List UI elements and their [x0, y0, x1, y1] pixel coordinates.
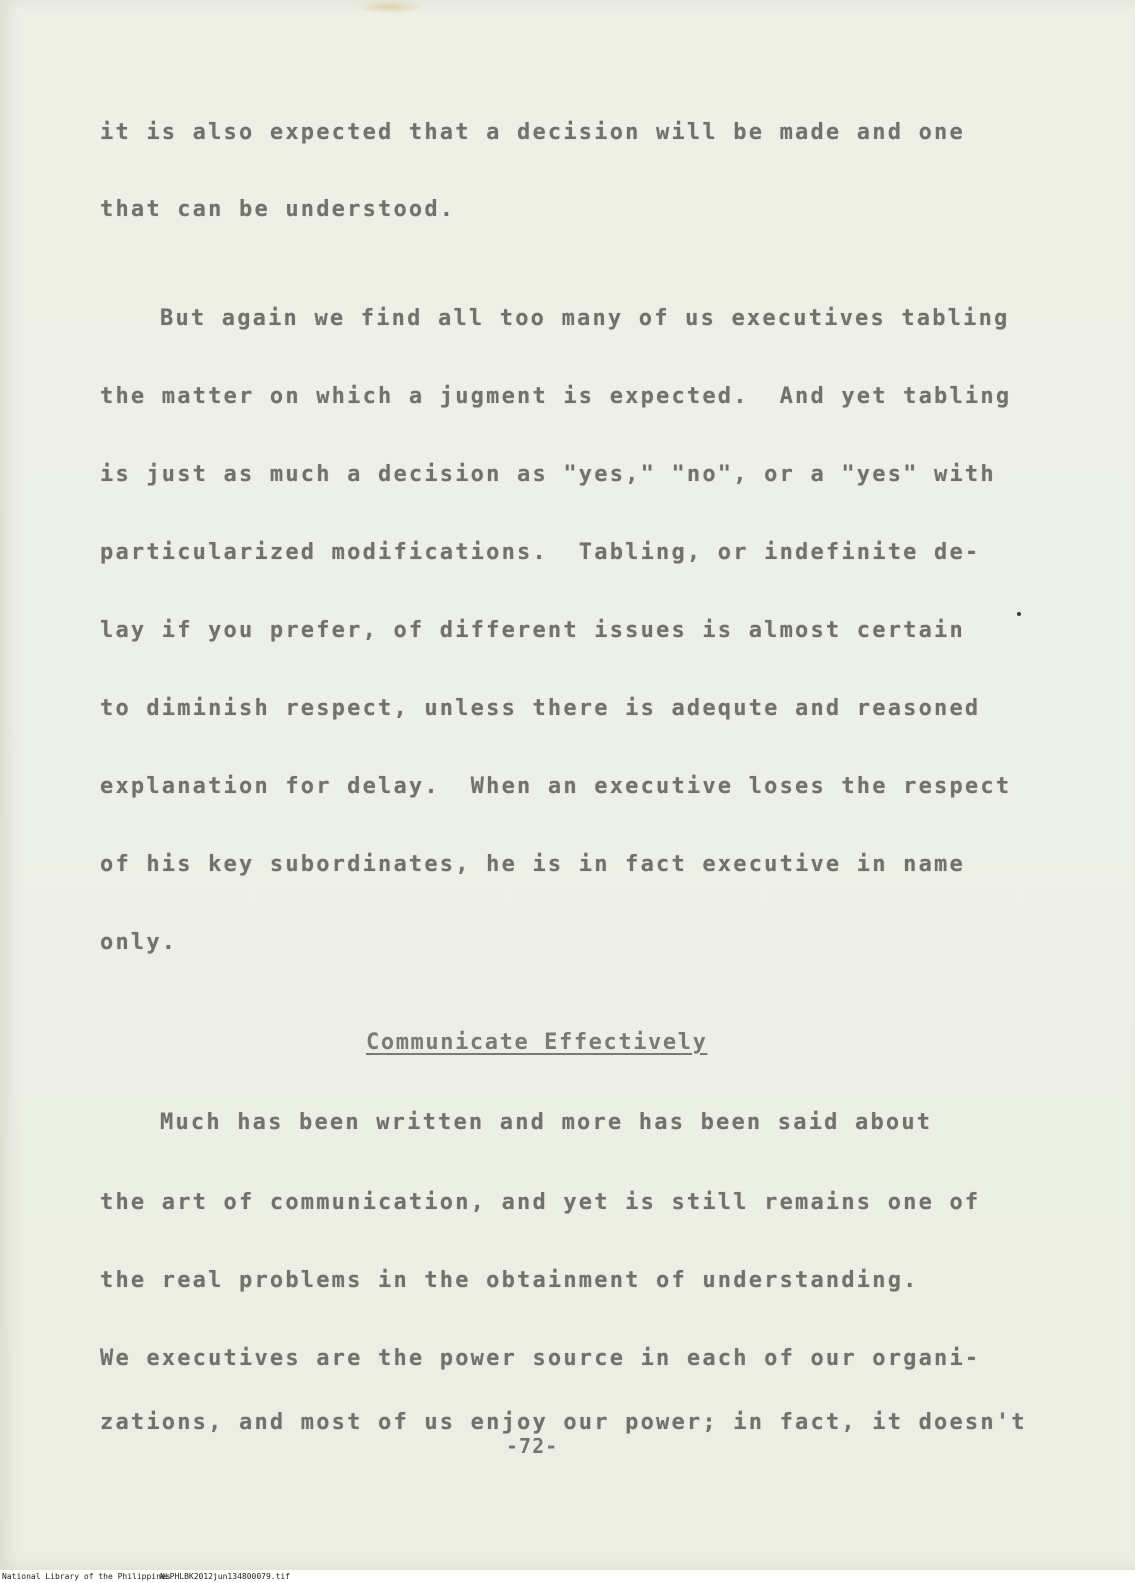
paper-stain: [355, 0, 425, 14]
text-line: particularized modifications. Tabling, or indefinite de-: [100, 540, 981, 565]
section-heading: Communicate Effectively: [366, 1030, 708, 1055]
text-line: explanation for delay. When an executive loses the respect: [100, 774, 1012, 799]
text-line: only.: [100, 930, 178, 955]
text-line: the matter on which a jugment is expected. And yet tabling: [100, 384, 1012, 409]
footer-library-name: National Library of the Philippines: [2, 1572, 171, 1581]
text-line: lay if you prefer, of different issues is almost certain: [100, 618, 965, 643]
text-line: that can be understood.: [100, 197, 456, 222]
text-line: it is also expected that a decision will be made and one: [100, 120, 965, 145]
text-line: We executives are the power source in each of our organi-: [100, 1346, 981, 1371]
text-line: But again we find all too many of us executives tabling: [160, 306, 1010, 331]
text-line: the art of communication, and yet is still remains one of: [100, 1190, 981, 1215]
text-line: zations, and most of us enjoy our power; in fact, it doesn't: [100, 1410, 1027, 1435]
footer-file-id: NLPHLBK2012jun134800079.tif: [160, 1572, 291, 1581]
ink-speck: [1017, 612, 1021, 616]
text-line: the real problems in the obtainment of understanding.: [100, 1268, 919, 1293]
text-line: Much has been written and more has been said about: [160, 1110, 933, 1135]
page-number: -72-: [506, 1434, 559, 1458]
text-line: to diminish respect, unless there is adequte and reasoned: [100, 696, 981, 721]
text-line: of his key subordinates, he is in fact executive in name: [100, 852, 965, 877]
text-line: is just as much a decision as "yes," "no", or a "yes" with: [100, 462, 996, 487]
